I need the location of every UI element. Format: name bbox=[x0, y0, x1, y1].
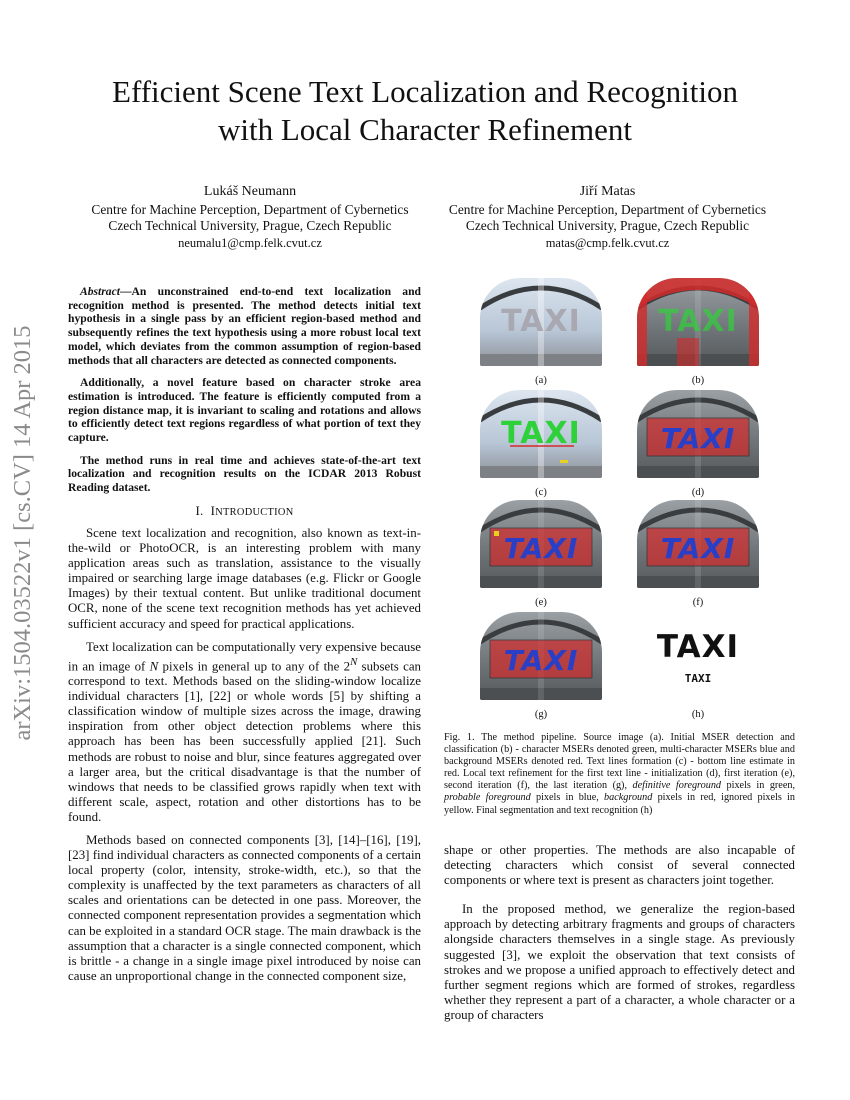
panel-label: (c) bbox=[535, 487, 547, 498]
paper-title: Efficient Scene Text Localization and Recognition with Local Character Refinement bbox=[112, 74, 738, 147]
author-email: neumalu1@cmp.felk.cvut.cz bbox=[178, 235, 322, 250]
abstract-p1: Abstract—An unconstrained end-to-end text localization and recognition method is presented. The method detects initial text hypothesis in a single pass by an efficient region-based method and subsequently refines the text hypothesis using a more robust local text model, which deviates from the common assumption of region-based methods that all characters are detected as connected components. bbox=[68, 285, 421, 367]
figure-panel-e bbox=[480, 500, 602, 588]
figure-panel-f bbox=[637, 500, 759, 588]
taxi-text: TAXI bbox=[660, 532, 736, 565]
author-affiliation: Czech Technical University, Prague, Czech Republic bbox=[465, 218, 750, 233]
author-affiliation: Centre for Machine Perception, Department of Cybernetics bbox=[91, 201, 409, 217]
right-paragraph-2: In the proposed method, we generalize the region-based approach by detecting arbitrary fragments and groups of characters alongside characters themselves in a single stage. As previously suggested [3], we exploit the observation that text consists of strokes and we propose a unified approach to effectively detect and further segment regions which are formed of strokes, regardless whether they represent a part of a character, a whole character or a group of characters bbox=[444, 902, 795, 1022]
author-affiliation: Czech Technical University, Prague, Czech Republic bbox=[108, 218, 392, 233]
taxi-text: TAXI bbox=[501, 416, 581, 451]
author-name: Jiří Matas bbox=[579, 184, 636, 199]
intro-paragraph-3: Methods based on connected components [3], [14]–[16], [19], [23] find individual characters as connected components of a certain local property (color, intensity, stroke-width, etc.), so that the complexity is unaffected by the text parameters as characters of all scales and orientations can be detected in one pass. Moreover, the connected component representation provides a segmentation which can be exploited in a standard OCR stage. The main drawback is the assumption that a character is a single connected component, which is brittle - a change in a single image pixel introduced by noise can cause an unproportional change in the connected component size, bbox=[68, 833, 421, 983]
taxi-text: TAXI bbox=[658, 304, 738, 339]
right-paragraph-1: shape or other properties. The methods are also incapable of detecting characters which consist of several connected components or where text is present as characters joint together. bbox=[444, 843, 795, 888]
recognized-word-small: TAXI bbox=[684, 672, 712, 685]
section-heading: I. INTRODUCTION bbox=[195, 503, 294, 518]
panel-label: (e) bbox=[535, 597, 547, 608]
figure-panel-h bbox=[637, 630, 759, 700]
author-block bbox=[60, 184, 790, 264]
panel-label: (b) bbox=[691, 375, 705, 386]
taxi-text: TAXI bbox=[503, 532, 579, 565]
figure-panel-d bbox=[637, 390, 759, 478]
figure-panel-c bbox=[480, 390, 602, 478]
panel-label: (g) bbox=[534, 709, 548, 720]
recognized-word-large: TAXI bbox=[656, 629, 740, 665]
panel-label: (f) bbox=[692, 597, 704, 608]
figure-caption: Fig. 1. The method pipeline. Source image (a). Initial MSER detection and classification (b) - character MSERs denoted green, multi-character MSERs blue and background MSERs denoted red. Text lines formation (c) - bottom line estimate in red. Local text refinement for the first text line - initialization (d), first iteration (e), second iteration (f), the last iteration (g), definitive foreground pixels in green, probable foreground pixels in blue, background pixels in red, ignored pixels in yellow. Final segmentation and text recognition (h) bbox=[444, 732, 795, 816]
taxi-text: TAXI bbox=[501, 304, 581, 339]
abstract-p2: Additionally, a novel feature based on character stroke area estimation is introduced. The feature is efficiently computed from a region distance map, it is invariant to scaling and rotations and allows to efficiently detect text regions regardless of what portion of text they capture. bbox=[68, 376, 421, 445]
author-affiliation: Centre for Machine Perception, Department of Cybernetics bbox=[448, 201, 767, 217]
author-1 bbox=[70, 184, 430, 251]
left-column bbox=[68, 285, 421, 992]
arxiv-stamp: arXiv:1504.03522v1 [cs.CV] 14 Apr 2015 bbox=[9, 325, 36, 741]
author-name: Lukáš Neumann bbox=[203, 184, 297, 199]
figure-panel-a bbox=[480, 278, 602, 366]
right-column bbox=[444, 843, 795, 1031]
panel-label: (h) bbox=[691, 709, 705, 720]
figure-panel-g bbox=[480, 612, 602, 700]
panel-label: (d) bbox=[691, 487, 705, 498]
taxi-text: TAXI bbox=[660, 422, 736, 455]
abstract-p3: The method runs in real time and achieves state-of-the-art text localization and recognition results on the ICDAR 2013 Robust Reading dataset. bbox=[68, 453, 421, 495]
panel-label: (a) bbox=[535, 375, 547, 386]
figure-panel-b bbox=[637, 278, 759, 366]
author-email: matas@cmp.felk.cvut.cz bbox=[545, 235, 670, 250]
intro-paragraph-2: Text localization can be computationally very expensive because in an image of N pixels in general up to any of the $2^N$ subsets can correspond to text. Methods based on the sliding-window localize individual characters [1], [22] or whole words [5] by shifting a classification window of multiple sizes across the image, drawing inspiration from other object detection problems where this approach has been has been successfully applied [21]. Such methods are robust to noise and blur, since features aggregated over a larger area, but the critical disadvantage is that the number of windows that needs to be classified grows rapidly when text with different scale, aspect, rotation and other distortions has to be found. bbox=[68, 639, 421, 824]
figure-1 bbox=[470, 278, 790, 728]
author-2 bbox=[435, 184, 780, 251]
intro-paragraph-1: Scene text localization and recognition, also known as text-in-the-wild or PhotoOCR, is an interesting problem with many application areas such as translation, assistance to the visually impaired or searching large image databases (e.g. Flickr or Google Images) by their textual content. But unlike traditional document OCR, none of the scene text recognition methods has yet achieved sufficient accuracy and speed for practical applications. bbox=[68, 525, 421, 631]
taxi-text: TAXI bbox=[503, 644, 579, 677]
